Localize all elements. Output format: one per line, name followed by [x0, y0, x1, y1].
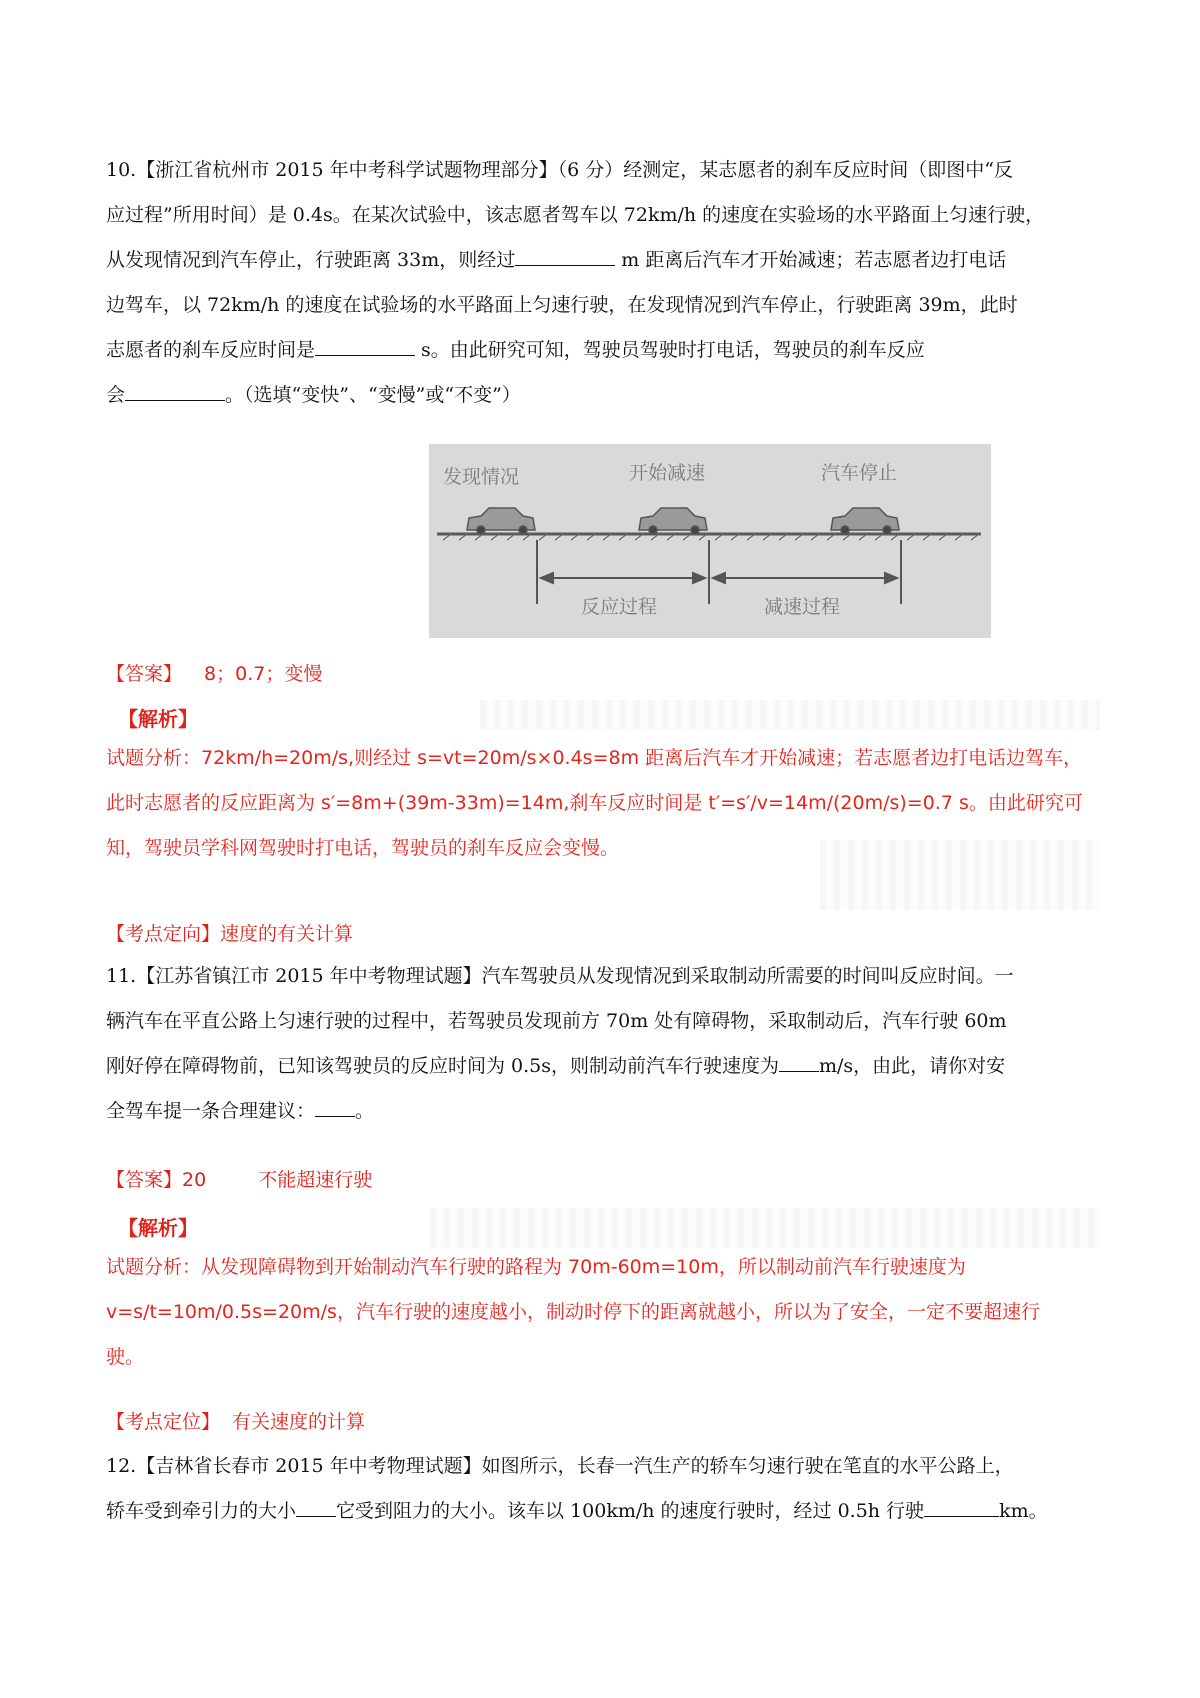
q11-line-4a: 全驾车提一条合理建议： [106, 1100, 316, 1122]
q12-line-2b: 它受到阻力的大小。该车以 100km/h 的速度行驶时，经过 0.5h 行驶 [336, 1500, 925, 1522]
q10-blank-2[interactable] [315, 337, 415, 356]
question-11 [106, 958, 1108, 1129]
q10-line-6a: 会 [106, 384, 126, 406]
q11-analysis [106, 1212, 1108, 1380]
q11-blank-1[interactable] [779, 1053, 819, 1072]
figure-label-reaction: 反应过程 [581, 596, 658, 618]
q11-answer [106, 1162, 1108, 1198]
answer-value: 20 [182, 1169, 207, 1191]
answer-text: 8；0.7；变慢 [204, 663, 323, 685]
car-icon [467, 508, 535, 534]
analysis-line-1: 试题分析：72km/h=20m/s,则经过 s=vt=20m/s×0.4s=8m 距离后汽车才开始减速；若志愿者边打电话边驾车， [106, 747, 1083, 769]
analysis-tag: 【解析】 [118, 707, 198, 731]
q10-line-5b: s。由此研究可知，驾驶员驾驶时打电话，驾驶员的刹车反应 [415, 339, 925, 361]
q10-answer-line [106, 656, 1108, 692]
q10-answer [106, 656, 1108, 692]
point-text: 速度的有关计算 [220, 923, 354, 945]
q12-line-1: 12.【吉林省长春市 2015 年中考物理试题】如图所示，长春一汽生产的轿车匀速行驶在笔直的水平公路上， [106, 1455, 1014, 1477]
analysis-line-3: 知，驾驶员学科网驾驶时打电话，驾驶员的刹车反应会变慢。 [106, 837, 620, 859]
q12-blank-2[interactable] [924, 1498, 999, 1517]
figure-label-start: 开始减速 [629, 462, 706, 484]
q10-blank-1[interactable] [515, 247, 615, 266]
figure-label-stop: 汽车停止 [821, 462, 898, 484]
answer-tag: 【答案】 [106, 663, 183, 685]
q11-line-3a: 刚好停在障碍物前，已知该驾驶员的反应时间为 0.5s，则制动前汽车行驶速度为 [106, 1055, 780, 1077]
car-icon [831, 508, 899, 534]
q12-line-2 [106, 1493, 1108, 1529]
q10-analysis [106, 703, 1108, 871]
analysis-line-1: 试题分析：从发现障碍物到开始制动汽车行驶的路程为 70m-60m=10m，所以制动前汽车行驶速度为 [106, 1256, 966, 1278]
analysis-tag: 【解析】 [118, 1216, 198, 1240]
braking-diagram [429, 444, 991, 638]
point-text: 有关速度的计算 [232, 1411, 366, 1433]
q10-line-6b: 。（选填“变快”、“变慢”或“不变”） [225, 384, 521, 406]
q12-blank-1[interactable] [296, 1498, 336, 1517]
q11-blank-2[interactable] [315, 1098, 355, 1117]
q10-line-3 [106, 242, 1108, 278]
q11-point-line [106, 1404, 1108, 1440]
figure-label-decel: 减速过程 [764, 596, 841, 618]
answer-tag: 【答案】 [106, 1169, 183, 1191]
q10-line-5 [106, 332, 1108, 368]
q10-line-2: 应过程”所用时间）是 0.4s。在某次试验中，该志愿者驾车以 72km/h 的速度在实验场的水平路面上匀速行驶， [106, 204, 1045, 226]
q10-line-6 [106, 377, 1108, 413]
q10-point-line [106, 916, 1108, 952]
q12-line-2c: km。 [999, 1500, 1048, 1522]
q10-line-3a: 从发现情况到汽车停止，行驶距离 33m，则经过 [106, 249, 516, 271]
q10-line-4: 边驾车，以 72km/h 的速度在试验场的水平路面上匀速行驶，在发现情况到汽车停止，行驶距离 39m，此时 [106, 294, 1018, 316]
q11-line-1: 11.【江苏省镇江市 2015 年中考物理试题】汽车驾驶员从发现情况到采取制动所需要的时间叫反应时间。一 [106, 965, 1014, 987]
analysis-line-3: 驶。 [106, 1346, 145, 1368]
answer-text: 不能超速行驶 [258, 1169, 373, 1191]
q11-line-3 [106, 1048, 1108, 1084]
q12-line-2a: 轿车受到牵引力的大小 [106, 1500, 297, 1522]
q10-line-5a: 志愿者的刹车反应时间是 [106, 339, 316, 361]
q11-answer-line [106, 1162, 1108, 1198]
figure-label-found: 发现情况 [443, 466, 520, 488]
q10-blank-3[interactable] [125, 382, 225, 401]
car-icon [639, 508, 707, 534]
q10-point [106, 916, 1108, 952]
question-12 [106, 1448, 1108, 1529]
q10-line-1: 10.【浙江省杭州市 2015 年中考科学试题物理部分】（6 分）经测定，某志愿者的刹车反应时间（即图中“反 [106, 159, 1013, 181]
question-10 [106, 152, 1108, 413]
q11-line-2: 辆汽车在平直公路上匀速行驶的过程中，若驾驶员发现前方 70m 处有障碍物，采取制动后，汽车行驶 60m [106, 1010, 1007, 1032]
q11-line-4b: 。 [355, 1100, 375, 1122]
q11-line-4 [106, 1093, 1108, 1129]
q11-point [106, 1404, 1108, 1440]
analysis-line-2: v=s/t=10m/0.5s=20m/s，汽车行驶的速度越小，制动时停下的距离就越小，所以为了安全，一定不要超速行 [106, 1301, 1040, 1323]
analysis-line-2: 此时志愿者的反应距离为 s′=8m+(39m-33m)=14m,刹车反应时间是 t′=s′/v=14m/(20m/s)=0.7 s。由此研究可 [106, 792, 1083, 814]
q11-line-3b: m/s，由此，请你对安 [819, 1055, 1006, 1077]
point-tag: 【考点定向】 [106, 923, 221, 945]
point-tag: 【考点定位】 [106, 1411, 221, 1433]
q10-line-3b: m 距离后汽车才开始减速；若志愿者边打电话 [615, 249, 1007, 271]
